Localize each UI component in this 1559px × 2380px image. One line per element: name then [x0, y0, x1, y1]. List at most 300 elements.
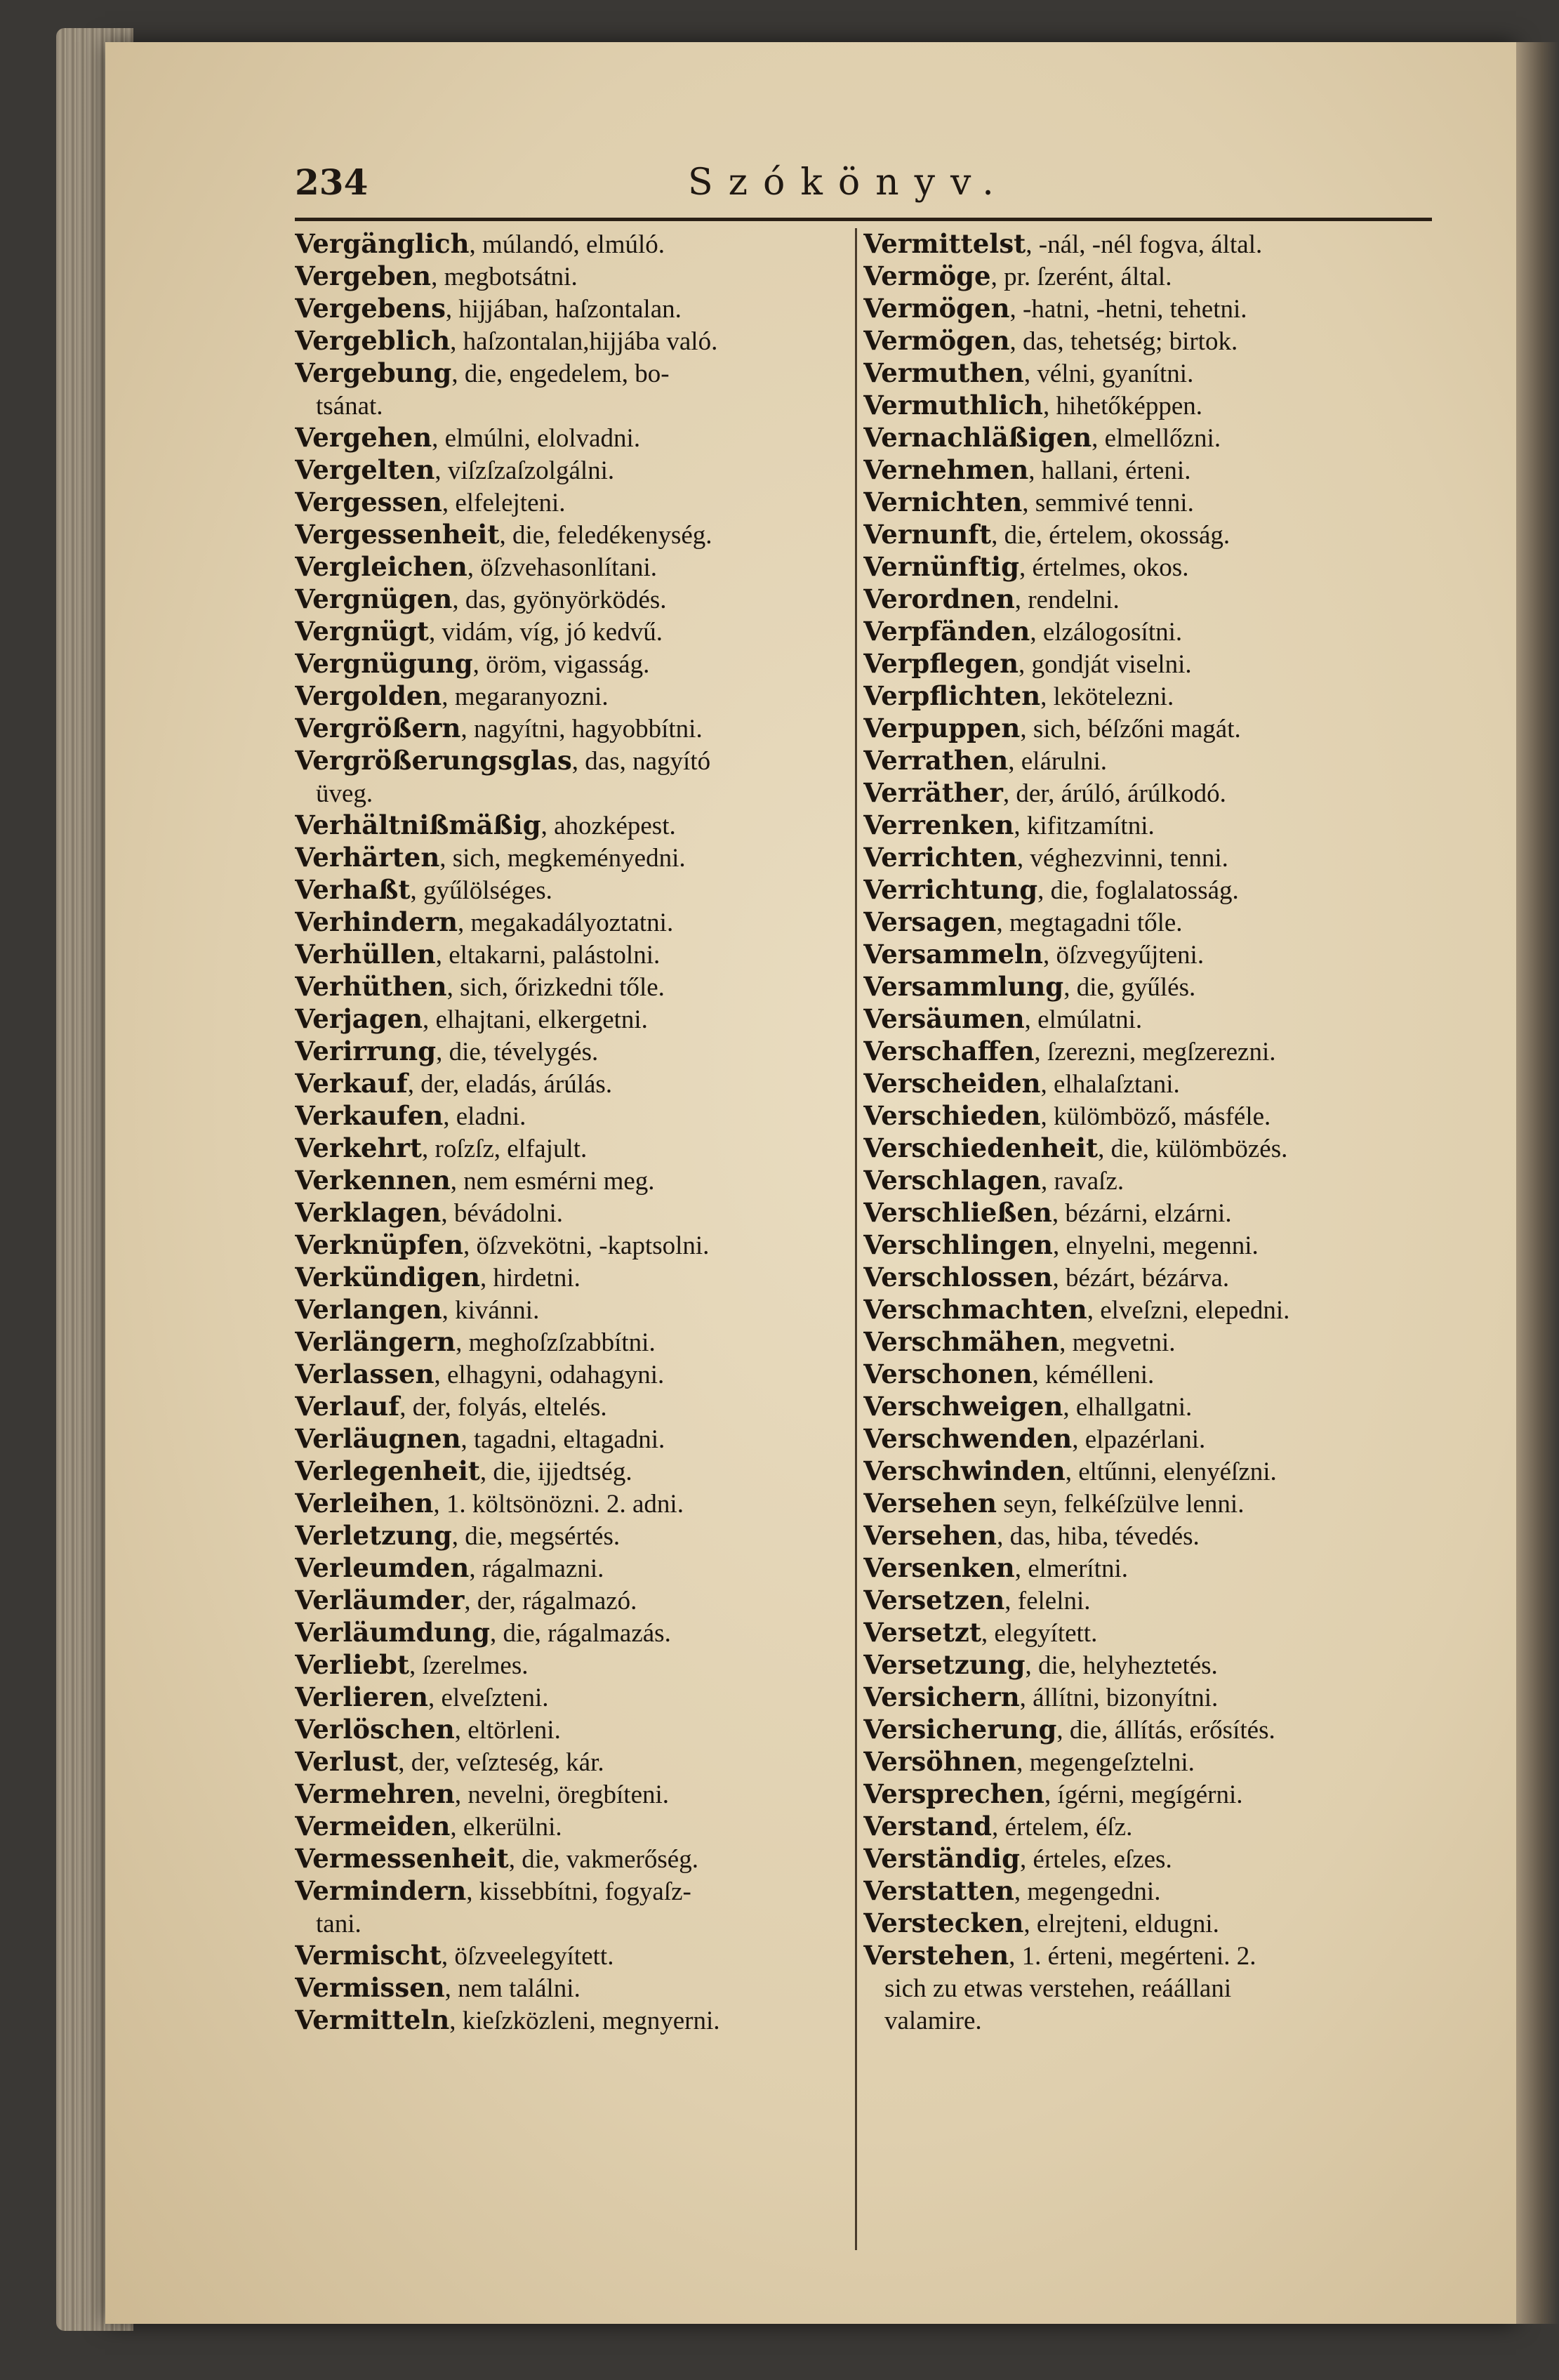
entry-definition: , öſzveelegyített.	[441, 1942, 614, 1971]
entry-headword: Verschwinden	[863, 1455, 1066, 1486]
entry-headword: Vermeiden	[295, 1811, 451, 1842]
entry-definition: , vidám, víg, jó kedvű.	[428, 618, 663, 647]
entry-definition: , elnyelni, megenni.	[1052, 1231, 1259, 1260]
entry-headword: Verrenken	[863, 809, 1014, 840]
entry-definition: , die, rágalmazás.	[489, 1619, 671, 1648]
entry-headword: Verklagen	[295, 1197, 442, 1228]
entry-headword: Vermöge	[863, 260, 991, 291]
dictionary-entry	[863, 1197, 1439, 1229]
entry-headword: Verordnen	[863, 583, 1015, 614]
dictionary-entry	[295, 1552, 856, 1585]
entry-headword: Verhüthen	[295, 971, 447, 1002]
dictionary-entry	[295, 680, 856, 713]
entry-definition: , gyűlölséges.	[410, 876, 552, 905]
entry-definition: , megvetni.	[1059, 1328, 1176, 1357]
entry-definition: , nem találni.	[444, 1974, 581, 2003]
entry-headword: Verhindern	[295, 906, 458, 937]
dictionary-entry	[863, 1100, 1439, 1132]
dictionary-entry	[295, 906, 856, 939]
dictionary-entry	[295, 390, 856, 422]
entry-headword: Versehen	[863, 1488, 997, 1519]
entry-definition: , értelem, éſz.	[992, 1813, 1133, 1842]
entry-definition: , elveſzni, elepedni.	[1087, 1296, 1290, 1325]
dictionary-entry	[295, 1197, 856, 1229]
entry-headword: Versäumen	[863, 1003, 1025, 1034]
dictionary-entry	[863, 357, 1439, 390]
entry-definition: , die, tévelygés.	[436, 1038, 599, 1066]
dictionary-entry	[295, 1520, 856, 1552]
entry-headword: Vergnügt	[295, 616, 429, 647]
entry-definition: , der, eladás, árúlás.	[407, 1070, 613, 1099]
entry-headword: Versetzung	[863, 1649, 1026, 1680]
entry-definition: , múlandó, elmúló.	[469, 230, 665, 259]
entry-definition: , vélni, gyanítni.	[1023, 359, 1194, 388]
entry-definition: , eltörleni.	[454, 1716, 561, 1745]
entry-definition: , elveſzteni.	[427, 1684, 549, 1712]
entry-definition: , öſzvekötni, -kaptsolni.	[463, 1231, 710, 1260]
entry-definition: , die, gyűlés.	[1063, 973, 1196, 1002]
dictionary-entry	[863, 422, 1439, 454]
dictionary-entry	[295, 1585, 856, 1617]
entry-definition: , 1. érteni, megérteni. 2.	[1009, 1942, 1256, 1971]
entry-definition: , bézárt, bézárva.	[1052, 1264, 1230, 1293]
entry-definition: , bézárni, elzárni.	[1052, 1199, 1232, 1228]
entry-headword: Versicherung	[863, 1714, 1057, 1745]
entry-definition: , ahozképest.	[540, 812, 676, 840]
entry-definition: , elpazérlani.	[1072, 1425, 1206, 1454]
entry-headword: Vermittelst	[863, 228, 1026, 259]
entry-definition: , hijjában, haſzontalan.	[445, 295, 682, 324]
entry-headword: Vergänglich	[295, 228, 470, 259]
entry-definition: , die, vakmerőség.	[508, 1845, 698, 1874]
entry-definition: , lekötelezni.	[1040, 682, 1174, 711]
page-header	[295, 154, 1432, 221]
dictionary-entry	[295, 357, 856, 390]
entry-definition: , die, értelem, okosság.	[991, 521, 1230, 550]
entry-headword: Vernünftig	[863, 551, 1019, 582]
entry-definition: , meghoſzſzabbítni.	[456, 1328, 656, 1357]
dictionary-entry	[863, 1068, 1439, 1100]
entry-headword: Vermögen	[863, 325, 1010, 356]
dictionary-entry	[863, 1423, 1439, 1455]
entry-definition: , nevelni, öregbíteni.	[454, 1780, 670, 1809]
entry-headword: Versöhnen	[863, 1746, 1017, 1777]
dictionary-entry	[295, 1617, 856, 1649]
entry-headword: Versagen	[863, 906, 997, 937]
entry-headword: Verläugnen	[295, 1423, 461, 1454]
entry-definition: , das, tehetség; birtok.	[1009, 327, 1238, 356]
entry-headword: Verschmachten	[863, 1294, 1087, 1325]
entry-headword: Verschonen	[863, 1358, 1033, 1389]
entry-definition: , das, hiba, tévedés.	[997, 1522, 1200, 1551]
dictionary-entry	[863, 906, 1439, 939]
entry-headword: Vermischt	[295, 1940, 442, 1971]
entry-definition: , véghezvinni, tenni.	[1016, 844, 1228, 873]
entry-headword: Verleumden	[295, 1552, 470, 1583]
entry-headword: Verlangen	[295, 1294, 442, 1325]
dictionary-entry	[863, 390, 1439, 422]
entry-definition: , elmellőzni.	[1092, 424, 1221, 453]
entry-definition: , elhalaſztani.	[1040, 1070, 1180, 1099]
entry-headword: Versammeln	[863, 939, 1043, 970]
entry-definition: , megaranyozni.	[442, 682, 609, 711]
dictionary-entry	[295, 325, 856, 357]
entry-definition: , die, helyheztetés.	[1025, 1651, 1218, 1680]
dictionary-entry	[295, 1681, 856, 1714]
entry-definition: tsánat.	[316, 392, 383, 421]
dictionary-entry	[295, 583, 856, 616]
entry-headword: Vergelten	[295, 454, 435, 485]
entry-headword: Vergolden	[295, 680, 442, 711]
dictionary-entry	[295, 1649, 856, 1681]
entry-definition: , elhajtani, elkergetni.	[423, 1005, 648, 1034]
entry-headword: Vermindern	[295, 1875, 467, 1906]
dictionary-entry	[295, 1423, 856, 1455]
dictionary-entry	[295, 1068, 856, 1100]
entry-headword: Verschlagen	[863, 1165, 1041, 1196]
entry-headword: Vergrößern	[295, 713, 461, 743]
dictionary-entry	[295, 1488, 856, 1520]
dictionary-entry	[863, 713, 1439, 745]
dictionary-entry	[295, 745, 856, 777]
entry-headword: Verläumder	[295, 1585, 465, 1615]
entry-definition: , elmerítni.	[1014, 1554, 1129, 1583]
dictionary-entry	[863, 1617, 1439, 1649]
dictionary-entry	[295, 1132, 856, 1165]
facing-page-edge	[1516, 42, 1559, 2324]
entry-headword: Verleihen	[295, 1488, 434, 1519]
entry-definition: valamire.	[884, 2007, 982, 2035]
dictionary-entry	[863, 519, 1439, 551]
entry-definition: üveg.	[316, 779, 373, 808]
entry-definition: , pr. ſzerént, által.	[990, 263, 1172, 291]
entry-definition: , eltűnni, elenyéſzni.	[1065, 1457, 1277, 1486]
entry-headword: Verschweigen	[863, 1391, 1063, 1422]
dictionary-entry	[863, 1843, 1439, 1875]
dictionary-entry	[295, 1165, 856, 1197]
dictionary-entry	[863, 971, 1439, 1003]
entry-definition: , elhallgatni.	[1063, 1393, 1193, 1422]
dictionary-entry	[863, 228, 1439, 260]
entry-definition: , semmivé tenni.	[1022, 489, 1194, 517]
entry-headword: Vernehmen	[863, 454, 1029, 485]
entry-definition: , megbotsátni.	[431, 263, 578, 291]
dictionary-entry	[295, 971, 856, 1003]
entry-headword: Versichern	[863, 1681, 1020, 1712]
dictionary-entry	[295, 1100, 856, 1132]
entry-headword: Verlieren	[295, 1681, 428, 1712]
dictionary-entry	[863, 809, 1439, 842]
dictionary-entry	[295, 1036, 856, 1068]
entry-headword: Verlassen	[295, 1358, 434, 1389]
entry-headword: Vermehren	[295, 1778, 455, 1809]
dictionary-entry	[295, 1229, 856, 1262]
entry-headword: Verstehen	[863, 1940, 1009, 1971]
entry-definition: , sich, béſzőni magát.	[1020, 715, 1241, 743]
entry-definition: , elhagyni, odahagyni.	[434, 1361, 665, 1389]
dictionary-entry	[863, 680, 1439, 713]
entry-definition: , viſzſzaſzolgálni.	[434, 456, 615, 485]
entry-headword: Vergleichen	[295, 551, 467, 582]
entry-headword: Verpflegen	[863, 648, 1019, 679]
dictionary-entry	[295, 1843, 856, 1875]
entry-definition: , kémélleni.	[1032, 1361, 1155, 1389]
dictionary-entry	[295, 1003, 856, 1036]
entry-definition: seyn, felkéſzülve lenni.	[997, 1490, 1245, 1519]
entry-headword: Vergebung	[295, 357, 452, 388]
entry-definition: , elárulni.	[1008, 747, 1108, 776]
dictionary-entry	[863, 1455, 1439, 1488]
entry-definition: , sich, őrizkedni tőle.	[446, 973, 665, 1002]
dictionary-entry	[863, 583, 1439, 616]
dictionary-entry	[295, 1294, 856, 1326]
dictionary-entry	[863, 616, 1439, 648]
dictionary-entry	[863, 1681, 1439, 1714]
entry-definition: , das, nagyító	[571, 747, 711, 776]
entry-headword: Verhaßt	[295, 874, 411, 905]
dictionary-entry	[863, 1746, 1439, 1778]
entry-headword: Verschaffen	[863, 1036, 1035, 1066]
dictionary-entry	[863, 1972, 1439, 2004]
entry-headword: Verlängern	[295, 1326, 456, 1357]
entry-headword: Versehen	[863, 1520, 997, 1551]
dictionary-entry	[863, 939, 1439, 971]
dictionary-entry	[863, 1811, 1439, 1843]
entry-definition: sich zu etwas verstehen, reáállani	[884, 1974, 1232, 2003]
entry-definition: , érteles, eſzes.	[1019, 1845, 1172, 1874]
entry-headword: Verschmähen	[863, 1326, 1060, 1357]
entry-headword: Vermissen	[295, 1972, 445, 2003]
entry-headword: Verpfänden	[863, 616, 1030, 647]
entry-headword: Verschlingen	[863, 1229, 1053, 1260]
entry-definition: , megengeſztelni.	[1016, 1748, 1195, 1777]
dictionary-entry	[295, 1391, 856, 1423]
dictionary-entry	[295, 648, 856, 680]
entry-definition: , -nál, -nél fogva, által.	[1026, 230, 1263, 259]
entry-definition: , megakadályoztatni.	[458, 908, 674, 937]
entry-headword: Vergnügen	[295, 583, 453, 614]
dictionary-entry	[863, 1552, 1439, 1585]
entry-headword: Verkehrt	[295, 1132, 423, 1163]
entry-headword: Vernunft	[863, 519, 992, 550]
dictionary-entry	[863, 1262, 1439, 1294]
dictionary-entry	[295, 939, 856, 971]
entry-headword: Vergrößerungsglas	[295, 745, 572, 776]
entry-headword: Vernichten	[863, 487, 1023, 517]
dictionary-entry	[863, 1003, 1439, 1036]
entry-definition: , ſzerelmes.	[409, 1651, 529, 1680]
entry-headword: Verknüpfen	[295, 1229, 464, 1260]
entry-headword: Vergnügung	[295, 648, 473, 679]
entry-headword: Vermuthlich	[863, 390, 1043, 421]
entry-headword: Vergebens	[295, 293, 446, 324]
dictionary-entry	[295, 1455, 856, 1488]
entry-definition: , kieſzközleni, megnyerni.	[449, 2007, 720, 2035]
entry-headword: Verjagen	[295, 1003, 423, 1034]
dictionary-entry	[295, 1714, 856, 1746]
dictionary-entry	[295, 422, 856, 454]
left-column	[295, 228, 856, 2037]
dictionary-entry	[863, 842, 1439, 874]
entry-definition: , kifitzamítni.	[1014, 812, 1155, 840]
entry-headword: Versammlung	[863, 971, 1064, 1002]
entry-headword: Verschiedenheit	[863, 1132, 1099, 1163]
column-divider	[855, 228, 857, 2250]
entry-headword: Vernachläßigen	[863, 422, 1092, 453]
entry-headword: Vergehen	[295, 422, 432, 453]
dictionary-entry	[295, 777, 856, 809]
entry-definition: , die, külömbözés.	[1098, 1135, 1288, 1163]
entry-definition: , hallani, érteni.	[1028, 456, 1191, 485]
entry-headword: Verschließen	[863, 1197, 1052, 1228]
dictionary-entry	[863, 551, 1439, 583]
entry-headword: Versprechen	[863, 1778, 1044, 1809]
entry-headword: Verkennen	[295, 1165, 451, 1196]
dictionary-entry	[863, 2004, 1439, 2037]
entry-definition: , állítni, bizonyítni.	[1019, 1684, 1219, 1712]
dictionary-entry	[295, 2004, 856, 2037]
entry-definition: , eltakarni, palástolni.	[435, 941, 661, 970]
dictionary-entry	[295, 260, 856, 293]
entry-headword: Verlauf	[295, 1391, 400, 1422]
dictionary-entry	[863, 745, 1439, 777]
dictionary-entry	[863, 325, 1439, 357]
page-number: 234	[295, 161, 369, 203]
entry-definition: , die, ijjedtség.	[479, 1457, 632, 1486]
dictionary-entry	[295, 551, 856, 583]
entry-definition: , elfelejteni.	[442, 489, 566, 517]
entry-headword: Verpuppen	[863, 713, 1021, 743]
entry-definition: , elzálogosítni.	[1030, 618, 1183, 647]
entry-definition: , ígérni, megígérni.	[1044, 1780, 1243, 1809]
entry-definition: , der, árúló, árúlkodó.	[1002, 779, 1226, 808]
dictionary-entry	[863, 1649, 1439, 1681]
dictionary-entry	[863, 648, 1439, 680]
dictionary-entry	[863, 1165, 1439, 1197]
entry-definition: , das, gyönyörködés.	[452, 586, 667, 614]
entry-definition: , eladni.	[443, 1102, 526, 1131]
dictionary-entry	[863, 1585, 1439, 1617]
dictionary-entry	[295, 713, 856, 745]
entry-definition: , bévádolni.	[441, 1199, 563, 1228]
entry-headword: Verräther	[863, 777, 1003, 808]
entry-definition: , elmúlatni.	[1024, 1005, 1143, 1034]
entry-headword: Verlegenheit	[295, 1455, 480, 1486]
dictionary-entry	[295, 487, 856, 519]
entry-headword: Verlust	[295, 1746, 399, 1777]
entry-headword: Verliebt	[295, 1649, 409, 1680]
dictionary-entry	[295, 616, 856, 648]
entry-definition: , der, folyás, eltelés.	[399, 1393, 607, 1422]
entry-definition: , sich, megkeményedni.	[439, 844, 686, 873]
entry-headword: Verhärten	[295, 842, 440, 873]
dictionary-entry	[863, 293, 1439, 325]
entry-definition: , megengedni.	[1014, 1877, 1161, 1906]
entry-definition: , öröm, vigasság.	[472, 650, 650, 679]
entry-definition: , megtagadni tőle.	[996, 908, 1183, 937]
entry-headword: Verkauf	[295, 1068, 408, 1099]
entry-headword: Verkaufen	[295, 1100, 444, 1131]
entry-definition: , rendelni.	[1014, 586, 1120, 614]
entry-headword: Vermitteln	[295, 2004, 450, 2035]
dictionary-entry	[295, 1746, 856, 1778]
dictionary-entry	[295, 1778, 856, 1811]
entry-definition: , die, foglalatosság.	[1037, 876, 1239, 905]
dictionary-entry	[863, 1520, 1439, 1552]
entry-definition: , értelmes, okos.	[1019, 553, 1189, 582]
entry-definition: , elegyített.	[981, 1619, 1098, 1648]
dictionary-entry	[295, 1940, 856, 1972]
entry-headword: Verläumdung	[295, 1617, 490, 1648]
entry-headword: Vergessen	[295, 487, 442, 517]
entry-definition: , tagadni, eltagadni.	[460, 1425, 665, 1454]
dictionary-entry	[295, 454, 856, 487]
entry-headword: Versetzen	[863, 1585, 1005, 1615]
dictionary-entry	[863, 1036, 1439, 1068]
entry-definition: , die, megsértés.	[451, 1522, 621, 1551]
entry-headword: Verkündigen	[295, 1262, 481, 1293]
entry-headword: Verrichten	[863, 842, 1017, 873]
entry-definition: , rágalmazni.	[469, 1554, 604, 1583]
dictionary-entry	[863, 777, 1439, 809]
entry-definition: , haſzontalan,hijjába való.	[450, 327, 718, 356]
entry-headword: Verrathen	[863, 745, 1009, 776]
entry-headword: Verschieden	[863, 1100, 1041, 1131]
dictionary-entry	[863, 1908, 1439, 1940]
entry-definition: , elmúlni, elolvadni.	[432, 424, 641, 453]
entry-headword: Verirrung	[295, 1036, 437, 1066]
dictionary-entry	[863, 260, 1439, 293]
entry-headword: Verscheiden	[863, 1068, 1041, 1099]
entry-headword: Verletzung	[295, 1520, 452, 1551]
entry-definition: , külömböző, másféle.	[1040, 1102, 1271, 1131]
entry-headword: Versetzt	[863, 1617, 981, 1648]
entry-definition: , ravaſz.	[1040, 1167, 1125, 1196]
dictionary-entry	[295, 874, 856, 906]
dictionary-entry	[863, 1229, 1439, 1262]
entry-headword: Verständig	[863, 1843, 1020, 1874]
entry-definition: tani.	[316, 1910, 361, 1938]
entry-headword: Versenken	[863, 1552, 1015, 1583]
entry-definition: , öſzvegyűjteni.	[1042, 941, 1205, 970]
entry-headword: Verstecken	[863, 1908, 1024, 1938]
entry-definition: , elkerülni.	[450, 1813, 562, 1842]
dictionary-entry	[863, 1294, 1439, 1326]
dictionary-entry	[863, 874, 1439, 906]
dictionary-entry	[863, 1132, 1439, 1165]
entry-definition: , nem esmérni meg.	[450, 1167, 655, 1196]
dictionary-entry	[295, 1811, 856, 1843]
dictionary-entry	[863, 1488, 1439, 1520]
entry-definition: , ſzerezni, megſzerezni.	[1034, 1038, 1276, 1066]
entry-headword: Verhüllen	[295, 939, 436, 970]
entry-definition: , kivánni.	[442, 1296, 540, 1325]
entry-definition: , öſzvehasonlítani.	[467, 553, 657, 582]
entry-headword: Vergeben	[295, 260, 432, 291]
entry-definition: , die, engedelem, bo-	[451, 359, 670, 388]
dictionary-entry	[295, 1908, 856, 1940]
dictionary-entry	[295, 809, 856, 842]
dictionary-entry	[295, 1972, 856, 2004]
dictionary-entry	[295, 228, 856, 260]
dictionary-entry	[863, 1358, 1439, 1391]
dictionary-entry	[863, 487, 1439, 519]
dictionary-entry	[863, 1714, 1439, 1746]
entry-headword: Verstand	[863, 1811, 993, 1842]
dictionary-entry	[863, 454, 1439, 487]
entry-headword: Vergessenheit	[295, 519, 500, 550]
dictionary-entry	[295, 1875, 856, 1908]
